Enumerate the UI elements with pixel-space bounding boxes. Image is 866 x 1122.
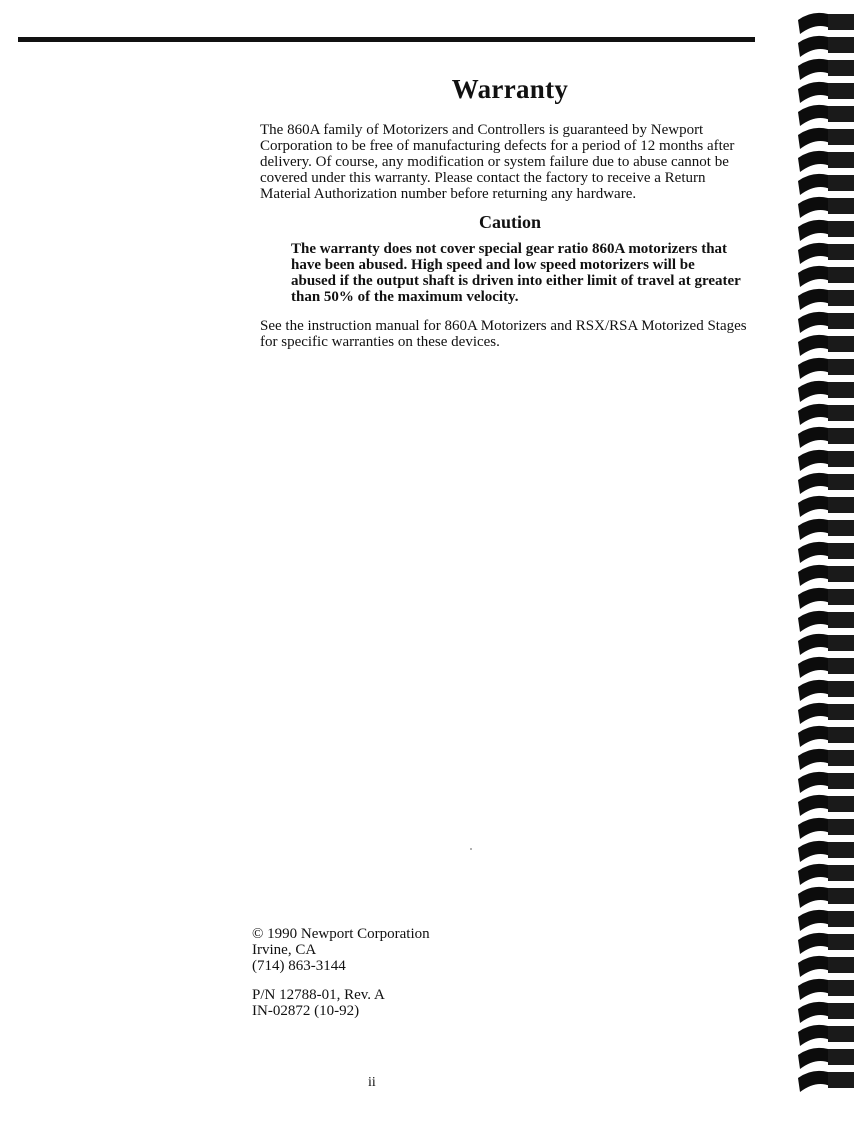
part-number-line: P/N 12788-01, Rev. A	[252, 987, 385, 1003]
phone-line: (714) 863-3144	[252, 958, 346, 974]
copyright-block	[252, 926, 552, 974]
caution-heading: Caution	[478, 212, 541, 232]
manual-reference-paragraph: See the instruction manual for 860A Motorizers and RSX/RSA Motorized Stages for specific warranties on these devices.	[260, 318, 747, 350]
page-title: Warranty	[451, 74, 569, 104]
document-number-line: IN-02872 (10-92)	[252, 1003, 360, 1019]
spiral-binding-icon	[790, 0, 866, 1122]
top-rule	[18, 37, 755, 42]
part-number-block	[252, 987, 552, 1019]
page-number: ii	[368, 1075, 376, 1090]
copyright-line: © 1990 Newport Corporation	[252, 926, 430, 942]
address-line: Irvine, CA	[252, 942, 317, 958]
scan-speck	[470, 848, 472, 850]
caution-text: The warranty does not cover special gear ratio 860A motorizers that have been abused. High speed and low speed motorizers will be abused if the output shaft is driven into either limit of travel at greater than 50% of the maximum velocity.	[291, 241, 741, 305]
warranty-paragraph: The 860A family of Motorizers and Controllers is guaranteed by Newport Corporation to be free of manufacturing defects for a period of 12 months after delivery. Of course, any modification or system failure due to abuse cannot be covered under this warranty. Please contact the factory to receive a Return Material Authorization number before returning any hardware.	[260, 122, 735, 202]
